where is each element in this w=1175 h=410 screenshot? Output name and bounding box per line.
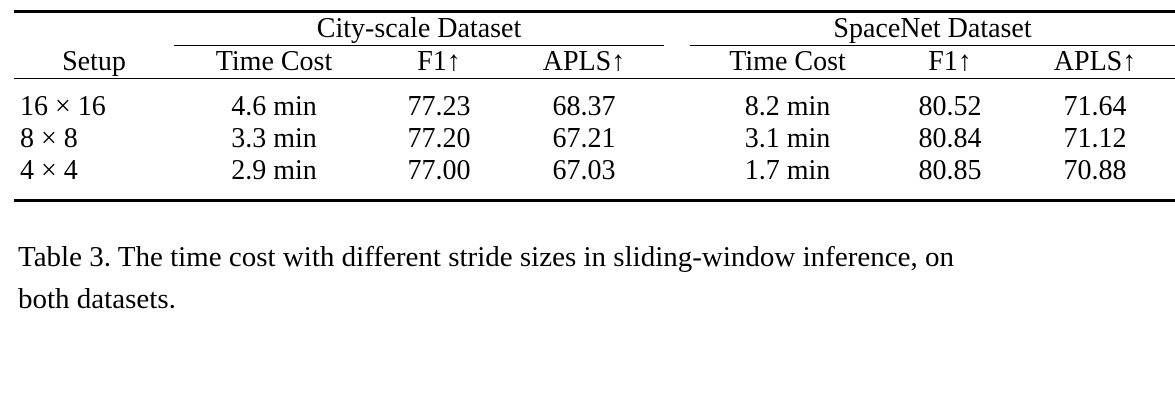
- column-header-city-time-cost: Time Cost: [215, 46, 333, 77]
- group-header-row: [14, 12, 1175, 46]
- column-header-spacenet-time-cost: Time Cost: [729, 46, 846, 77]
- column-header-spacenet-f1: F1↑: [928, 46, 972, 77]
- column-header-spacenet-apls: APLS↑: [1053, 46, 1137, 77]
- row-0-city-f1: 77.23: [374, 79, 504, 124]
- row-2-spacenet-apls: 70.88: [1015, 155, 1175, 201]
- row-2-setup: 4 × 4: [14, 155, 174, 201]
- group-header-spacenet: SpaceNet Dataset: [690, 12, 1175, 46]
- row-1-city-time-cost: 3.3 min: [231, 123, 317, 154]
- row-0-spacenet-time-cost: 8.2 min: [690, 79, 885, 124]
- row-1-gap: [664, 123, 690, 155]
- row-0-spacenet-f1: 80.52: [885, 79, 1015, 124]
- column-header-city-apls: APLS↑: [542, 46, 626, 77]
- row-0-city-apls: 68.37: [504, 79, 664, 124]
- row-0-gap: [664, 79, 690, 124]
- row-2-city-time-cost: 2.9 min: [174, 155, 374, 201]
- row-0-setup: 16 × 16: [14, 79, 174, 124]
- row-1-spacenet-apls: 71.12: [1063, 123, 1127, 154]
- row-2-spacenet-time-cost: 1.7 min: [690, 155, 885, 201]
- row-2-spacenet-f1: 80.85: [885, 155, 1015, 201]
- caption-text: The time cost with different stride sizes in sliding-window inference, on both datasets.: [18, 241, 954, 316]
- row-1-spacenet-f1: 80.84: [918, 123, 982, 154]
- column-header-setup: Setup: [62, 46, 126, 77]
- results-table: [14, 10, 1175, 202]
- table-row: [14, 155, 1175, 201]
- column-header-gap: [664, 46, 690, 79]
- column-header-row: [14, 46, 1175, 79]
- row-2-city-f1: 77.00: [374, 155, 504, 201]
- row-1-city-f1: 77.20: [407, 123, 471, 154]
- row-1-spacenet-time-cost: 3.1 min: [744, 123, 831, 154]
- table-row: [14, 123, 1175, 155]
- row-0-city-time-cost: 4.6 min: [174, 79, 374, 124]
- row-0-spacenet-apls: 71.64: [1015, 79, 1175, 124]
- row-2-city-apls: 67.03: [504, 155, 664, 201]
- column-header-city-f1: F1↑: [417, 46, 461, 77]
- row-1-setup: 8 × 8: [20, 123, 78, 154]
- group-header-city-scale: City-scale Dataset: [174, 12, 664, 46]
- table-caption: [18, 236, 998, 320]
- row-1-city-apls: 67.21: [552, 123, 616, 154]
- group-gap-cell: [664, 12, 690, 46]
- table-row: [14, 79, 1175, 124]
- empty-corner-cell: [14, 12, 174, 46]
- row-2-gap: [664, 155, 690, 201]
- caption-label: Table 3.: [18, 241, 111, 273]
